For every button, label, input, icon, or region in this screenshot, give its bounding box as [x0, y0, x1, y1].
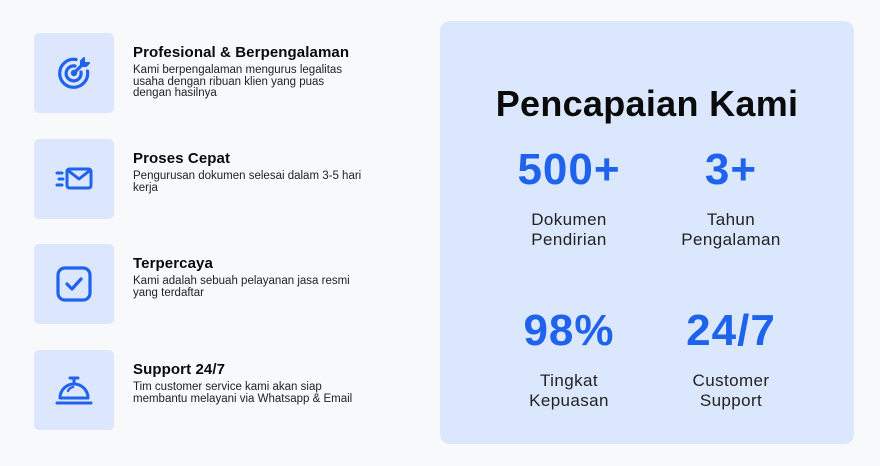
feature-description: Kami berpengalaman mengurus legalitas usaha dengan ribuan klien yang puas dengan hasilnya [133, 64, 343, 99]
feature-icon-box [34, 33, 114, 113]
stat-support [631, 306, 831, 411]
check-square-icon [54, 264, 94, 304]
service-bell-icon [54, 370, 94, 410]
stat-label-line: Pendirian [531, 230, 607, 249]
stat-label-line: Support [699, 391, 763, 410]
stat-label-line: Dokumen [531, 210, 607, 229]
feature-description: Pengurusan dokumen selesai dalam 3-5 hari kerja [133, 170, 362, 194]
stat-value: 500+ [517, 145, 621, 194]
stat-label-line: Kepuasan [529, 391, 609, 410]
stat-label-line: Tingkat [540, 371, 598, 390]
achievements-panel [440, 21, 854, 444]
achievements-title: Pencapaian Kami [495, 83, 799, 124]
stat-label-line: Pengalaman [681, 230, 781, 249]
feature-icon-box [34, 244, 114, 324]
feature-trusted [34, 244, 414, 324]
stat-value: 98% [523, 306, 615, 355]
feature-description: Tim customer service kami akan siap membantu melayani via Whatsapp & Email [133, 381, 353, 405]
stat-value: 24/7 [686, 306, 776, 355]
feature-support [34, 350, 414, 430]
stat-value: 3+ [704, 145, 758, 194]
stat-label-line: Tahun [706, 210, 756, 229]
feature-fast-process [34, 139, 414, 219]
stat-label [631, 210, 831, 250]
stat-label-line: Customer [692, 371, 770, 390]
feature-professional [34, 33, 414, 113]
feature-title: Terpercaya [133, 255, 213, 272]
feature-icon-box [34, 139, 114, 219]
feature-title: Proses Cepat [133, 150, 231, 167]
feature-title: Support 24/7 [133, 361, 226, 378]
feature-title: Profesional & Berpengalaman [133, 44, 350, 61]
stat-label [631, 371, 831, 411]
fast-mail-icon [54, 159, 94, 199]
feature-icon-box [34, 350, 114, 430]
stat-years [631, 145, 831, 250]
feature-description: Kami adalah sebuah pelayanan jasa resmi yang terdaftar [133, 275, 350, 299]
target-icon [54, 53, 94, 93]
